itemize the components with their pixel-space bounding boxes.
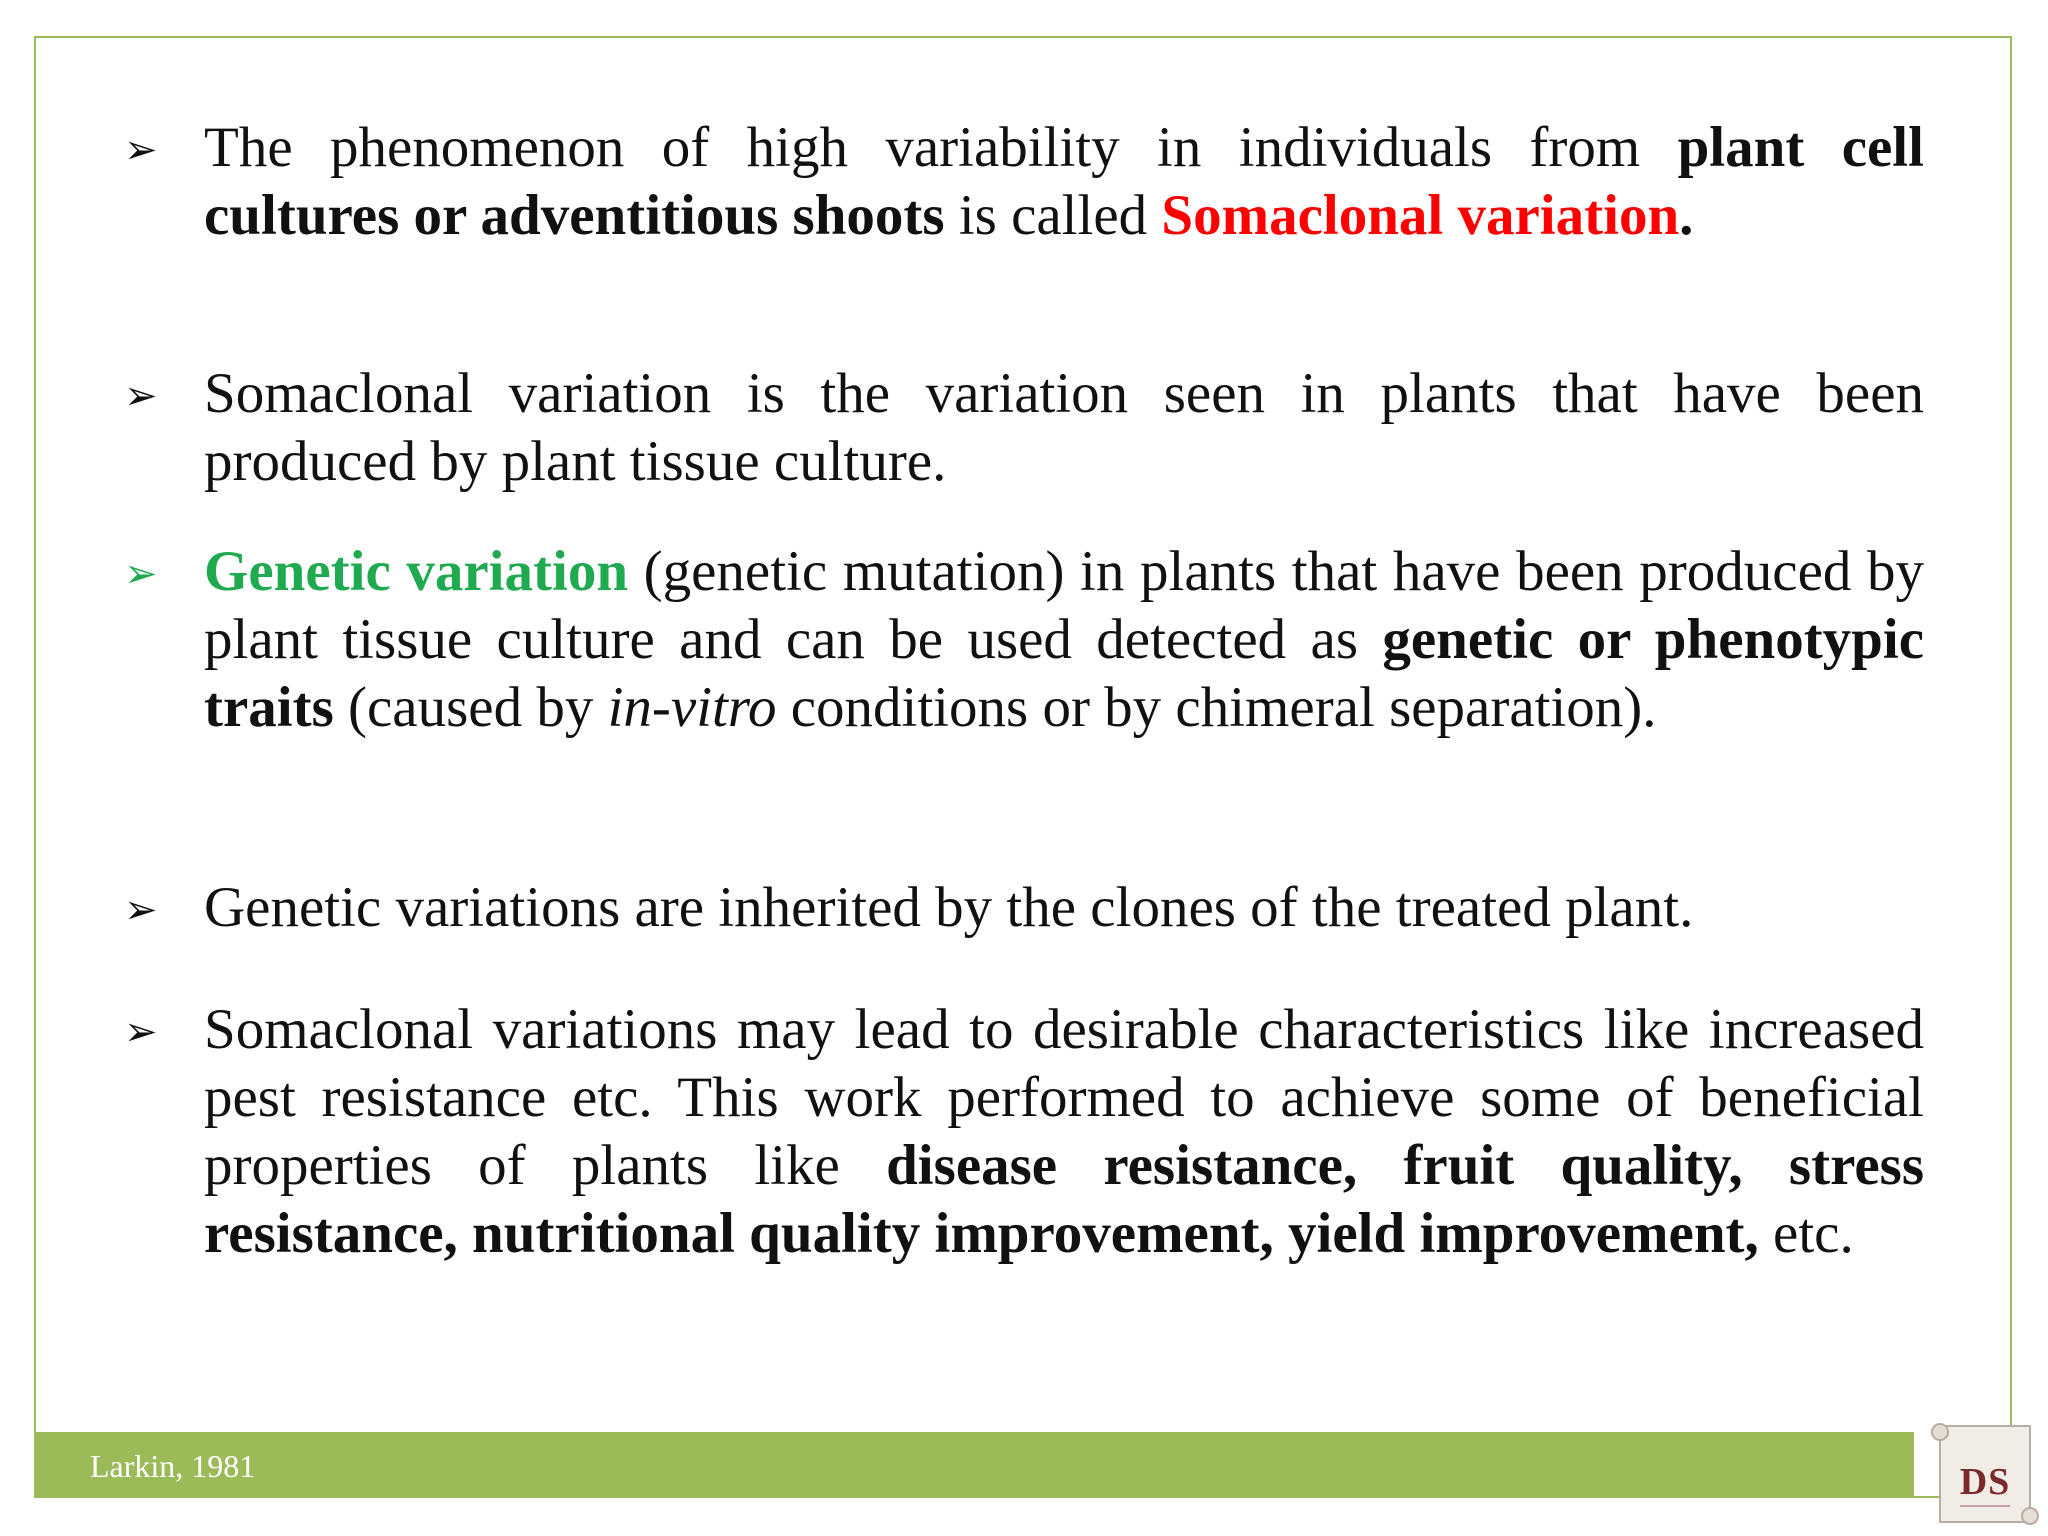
ds-logo (1930, 1418, 2040, 1530)
text-span: (genetic mutation) in plants that have been produced by plant tissue culture and can be used detected as (204, 540, 1924, 671)
bold-span: plant cell cultures or adventitious shoots (204, 116, 1924, 247)
bullet-text (204, 874, 1924, 942)
bold-span: disease resistance, fruit quality, stress resistance, nutritional quality improvement, yield improvement, (204, 1134, 1925, 1265)
text-span: Somaclonal variation is the variation seen in plants that have been produced by plant tissue culture. (204, 362, 1924, 493)
bold-span: genetic or phenotypic traits (204, 608, 1925, 739)
text-span: conditions or by chimeral separation). (776, 676, 1657, 739)
highlight-red-span: Somaclonal variation (1161, 184, 1680, 247)
bullet-arrow-icon: ➢ (124, 373, 158, 419)
text-span: (caused by (333, 676, 608, 739)
bullet-text (204, 360, 1924, 496)
italic-span: in-vitro (607, 676, 777, 739)
text-span: Somaclonal variations may lead to desirable characteristics like increased pest resistance etc. This work performed to achieve some of beneficial properties of plants like (204, 998, 1924, 1197)
citation-text: Larkin, 1981 (90, 1448, 256, 1484)
bullet-arrow-icon: ➢ (124, 1009, 158, 1055)
bold-span: . (1679, 184, 1694, 247)
logo-text: DS (1959, 1461, 2011, 1503)
bullet-arrow-icon: ➢ (124, 551, 158, 597)
bullet-arrow-icon: ➢ (124, 887, 158, 933)
text-span: is called (944, 184, 1162, 247)
text-span: etc. (1758, 1202, 1854, 1265)
text-span: The phenomenon of high variability in individuals from (204, 116, 1678, 179)
footer-bar (34, 1432, 1914, 1498)
text-span: Genetic variations are inherited by the clones of the treated plant. (204, 876, 1694, 939)
bullet-arrow-icon: ➢ (124, 127, 158, 173)
bullet-text (204, 996, 1924, 1268)
bullet-text (204, 114, 1924, 250)
bullet-text (204, 538, 1924, 742)
highlight-green-span: Genetic variation (204, 540, 629, 603)
